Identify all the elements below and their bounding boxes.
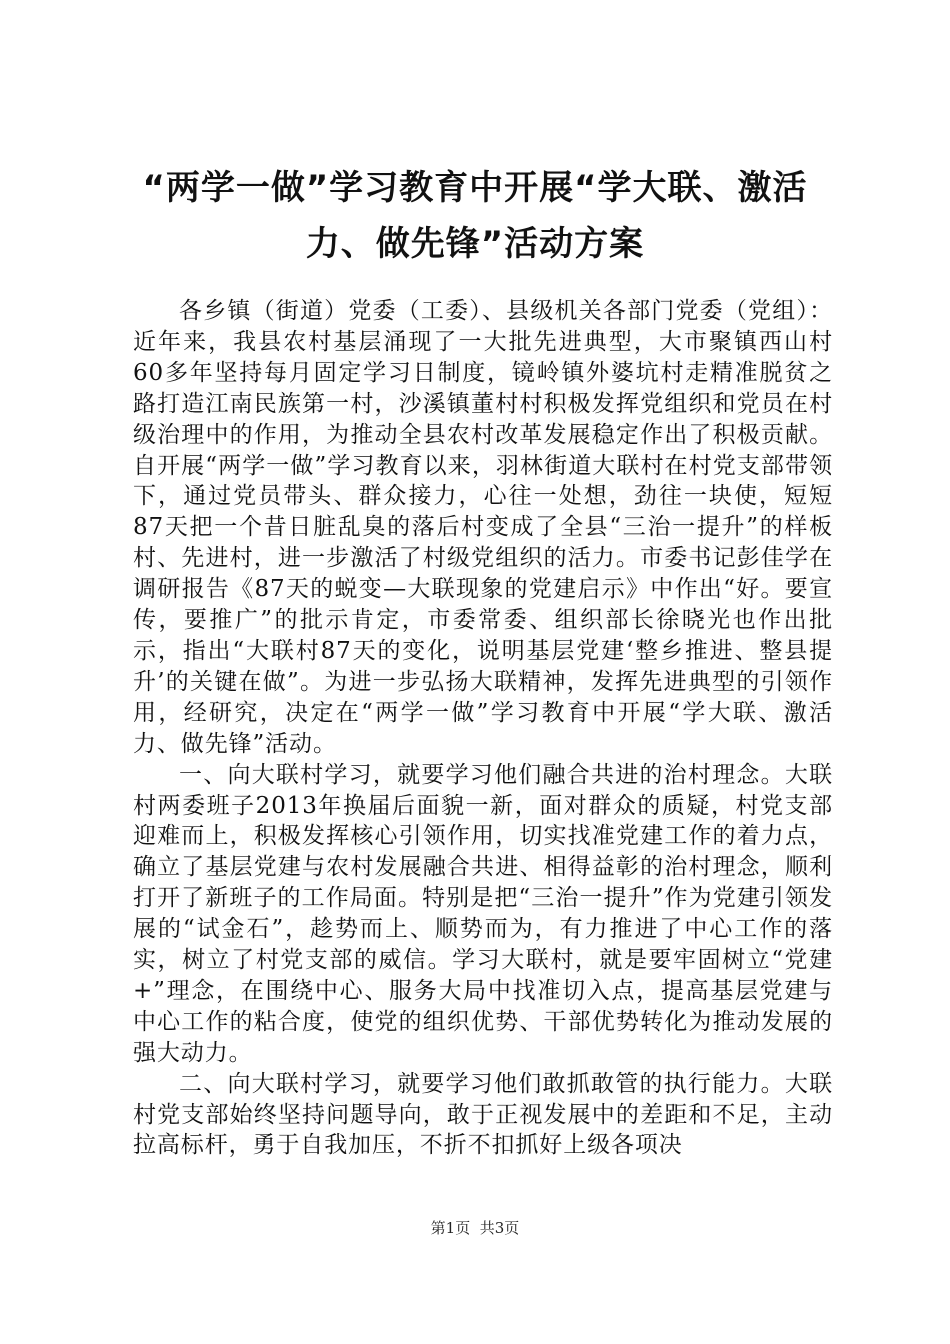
paragraph-section-two: 二、向大联村学习，就要学习他们敢抓敢管的执行能力。大联村党支部始终坚持问题导向，敢于正视发展中的差距和不足，主动拉高标杆，勇于自我加压，不折不扣抓好上级各项决 [133, 1070, 833, 1159]
paragraph-intro: 各乡镇（街道）党委（工委）、县级机关各部门党委（党组）：近年来，我县农村基层涌现了一大批先进典型，大市聚镇西山村60多年坚持每月固定学习日制度，镜岭镇外婆坑村走精准脱贫之路打造江南民族第一村，沙溪镇董村村积极发挥党组织和党员在村级治理中的作用，为推动全县农村改革发展稳定作出了积极贡献。自开展“两学一做”学习教育以来，羽林街道大联村在村党支部带领下，通过党员带头、群众接力，心往一处想，劲往一块使，短短87天把一个昔日脏乱臭的落后村变成了全县“三治一提升”的样板村、先进村，进一步激活了村级党组织的活力。市委书记彭佳学在调研报告《87天的蜕变—大联现象的党建启示》中作出“好。要宣传，要推广”的批示肯定，市委常委、组织部长徐晓光也作出批示，指出“大联村87天的变化，说明基层党建‘整乡推进、整县提升’的关键在做”。为进一步弘扬大联精神，发挥先进典型的引领作用，经研究，决定在“两学一做”学习教育中开展“学大联、激活力、做先锋”活动。 [133, 298, 833, 757]
document-body [133, 296, 833, 1161]
document-title: “两学一做”学习教育中开展“学大联、激活力、做先锋”活动方案 [142, 168, 808, 264]
page-number: 第1页 [430, 1219, 471, 1237]
page-total: 共3页 [479, 1219, 520, 1237]
paragraph-section-one: 一、向大联村学习，就要学习他们融合共进的治村理念。大联村两委班子2013年换届后面貌一新，面对群众的质疑，村党支部迎难而上，积极发挥核心引领作用，切实找准党建工作的着力点，确立了基层党建与农村发展融合共进、相得益彰的治村理念，顺利打开了新班子的工作局面。特别是把“三治一提升”作为党建引领发展的“试金石”，趁势而上、顺势而为，有力推进了中心工作的落实，树立了村党支部的威信。学习大联村，就是要牢固树立“党建+”理念，在围绕中心、服务大局中找准切入点，提高基层党建与中心工作的粘合度，使党的组织优势、干部优势转化为推动发展的强大动力。 [133, 761, 833, 1066]
page-footer [0, 1218, 950, 1238]
